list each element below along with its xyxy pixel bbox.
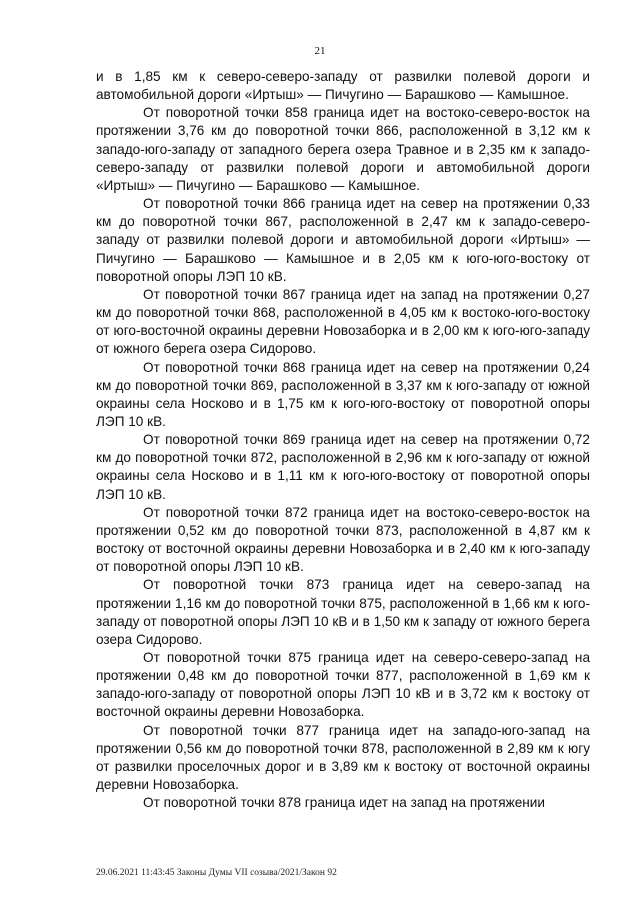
paragraph-point-875: От поворотной точки 875 граница идет на северо-северо-запад на протяжении 0,48 км до поворотной точки 877, расположенной в 1,69 км к западо-юго-западу от поворотной опоры ЛЭП 10 кВ и в 3,72 км к востоку от восточной окраины деревни Новозаборка. (96, 650, 590, 720)
paragraph-point-858: От поворотной точки 858 граница идет на востоко-северо-восток на протяжении 3,76 км до поворотной точки 866, расположенной в 3,12 км к западо-юго-западу от западного берега озера Травное и в 2,35 км к западо-северо-западу от развилки полевой дороги и автомобильной дороги «Иртыш» — Пичугино — Барашково — Камышное. (96, 105, 590, 193)
paragraph-point-867: От поворотной точки 867 граница идет на запад на протяжении 0,27 км до поворотной точки 868, расположенной в 4,05 км к востоко-юго-востоку от юго-восточной окраины деревни Новозаборка и в 2,00 км к юго-юго-западу от южного берега озера Сидорово. (96, 286, 590, 357)
paragraph-point-873: От поворотной точки 873 граница идет на северо-запад на протяжении 1,16 км до поворотной точки 875, расположенной в 1,66 км к юго-западу от поворотной опоры ЛЭП 10 кВ и в 1,50 км к западу от южного берега озера Сидорово. (96, 577, 590, 647)
paragraph-point-878: От поворотной точки 878 граница идет на запад на протяжении (143, 795, 545, 811)
paragraph-point-866: От поворотной точки 866 граница идет на север на протяжении 0,33 км до поворотной точки 867, расположенной в 2,47 км к западо-северо-западу от развилки полевой дороги и автомобильной дороги «Иртыш» — Пичугино — Барашково — Камышное и в 2,05 км к юго-юго-востоку от поворотной опоры ЛЭП 10 кВ. (96, 196, 590, 284)
paragraph-point-877: От поворотной точки 877 граница идет на западо-юго-запад на протяжении 0,56 км до поворотной точки 878, расположенной в 2,89 км к югу от развилки проселочных дорог и в 3,89 км к востоку от восточной окраины деревни Новозаборка. (96, 722, 590, 793)
page-number: 21 (314, 45, 326, 57)
document-footer: 29.06.2021 11:43:45 Законы Думы VII созыва/2021/Закон 92 (96, 868, 337, 878)
paragraph-point-872: От поворотной точки 872 граница идет на востоко-северо-восток на протяжении 0,52 км до поворотной точки 873, расположенной в 4,87 км к востоку от восточной окраины деревни Новозаборка и в 2,40 км к юго-западу от поворотной опоры ЛЭП 10 кВ. (96, 504, 590, 575)
paragraph-continuation: и в 1,85 км к северо-северо-западу от развилки полевой дороги и автомобильной дороги «Иртыш» — Пичугино — Барашково — Камышное. (96, 69, 590, 103)
document-body (96, 68, 590, 812)
paragraph-point-869: От поворотной точки 869 граница идет на север на протяжении 0,72 км до поворотной точки 872, расположенной в 2,96 км к юго-западу от южной окраины села Носково и в 1,11 км к юго-юго-востоку от поворотной опоры ЛЭП 10 кВ. (96, 432, 590, 502)
paragraph-point-868: От поворотной точки 868 граница идет на север на протяжении 0,24 км до поворотной точки 869, расположенной в 3,37 км к юго-западу от южной окраины села Носково и в 1,75 км к юго-юго-востоку от поворотной опоры ЛЭП 10 кВ. (96, 359, 590, 429)
